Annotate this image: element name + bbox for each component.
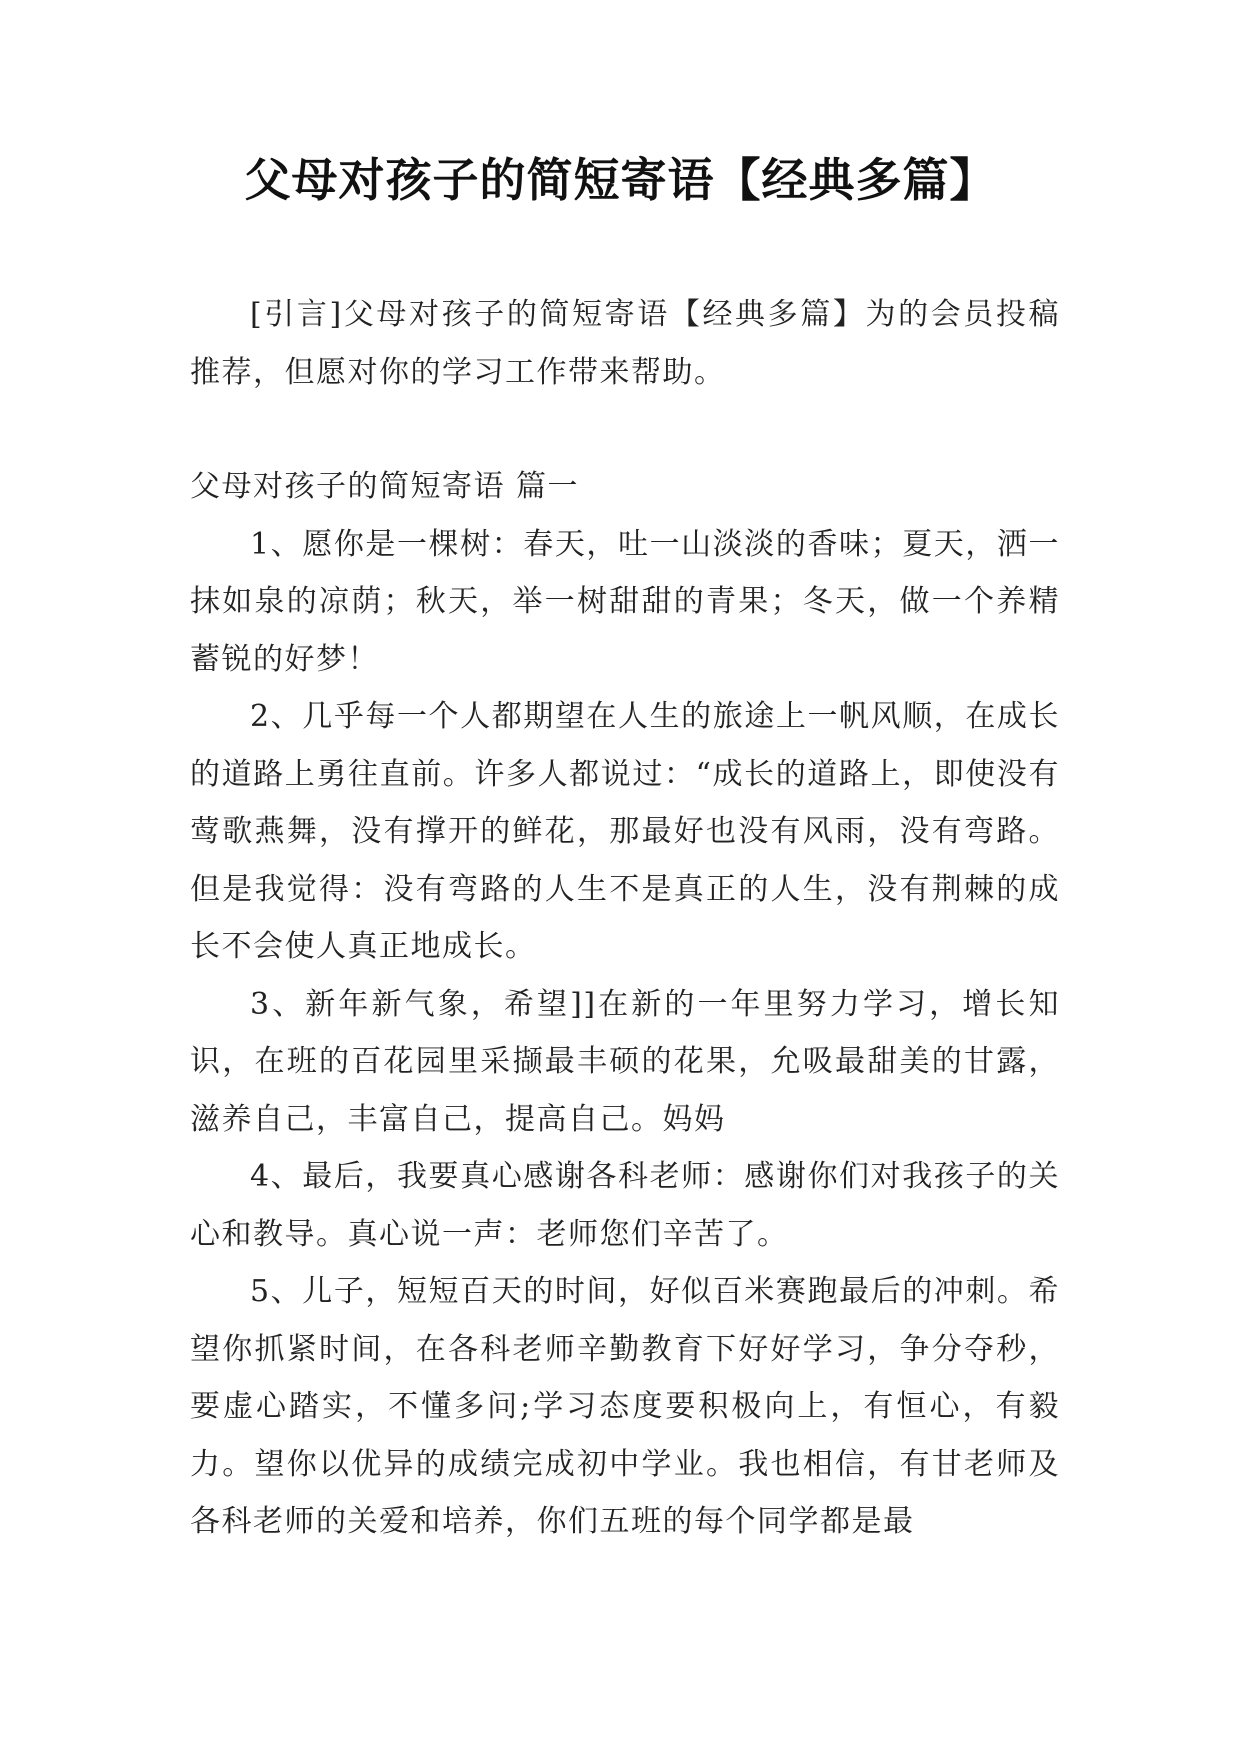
section-heading: 父母对孩子的简短寄语 篇一 [190, 469, 580, 504]
document-body [190, 286, 1060, 1551]
paragraph-3: 3、新年新气象，希望]]在新的一年里努力学习，增长知识，在班的百花园里采撷最丰硕的花果，允吸最甜美的甘露，滋养自己，丰富自己，提高自己。妈妈 [190, 986, 1060, 1137]
paragraph-1: 1、愿你是一棵树：春天，吐一山淡淡的香味；夏天，洒一抹如泉的凉荫；秋天，举一树甜甜的青果；冬天，做一个养精蓄锐的好梦！ [190, 526, 1060, 677]
intro-paragraph: [引言]父母对孩子的简短寄语【经典多篇】为的会员投稿推荐，但愿对你的学习工作带来帮助。 [190, 297, 1060, 390]
spacer [190, 401, 1060, 458]
paragraph-5: 5、儿子，短短百天的时间，好似百米赛跑最后的冲刺。希望你抓紧时间，在各科老师辛勤教育下好好学习，争分夺秒，要虚心踏实，不懂多问;学习态度要积极向上，有恒心，有毅力。望你以优异的成绩完成初中学业。我也相信，有甘老师及各科老师的关爱和培养，你们五班的每个同学都是最 [190, 1274, 1060, 1539]
paragraph-4: 4、最后，我要真心感谢各科老师：感谢你们对我孩子的关心和教导。真心说一声：老师您们辛苦了。 [190, 1159, 1060, 1252]
paragraph-2: 2、几乎每一个人都期望在人生的旅途上一帆风顺，在成长的道路上勇往直前。许多人都说过：“成长的道路上，即使没有莺歌燕舞，没有撑开的鲜花，那最好也没有风雨，没有弯路。但是我觉得：没有弯路的人生不是真正的人生，没有荆棘的成长不会使人真正地成长。 [190, 699, 1060, 964]
document-title: 父母对孩子的简短寄语【经典多篇】 [244, 153, 997, 207]
